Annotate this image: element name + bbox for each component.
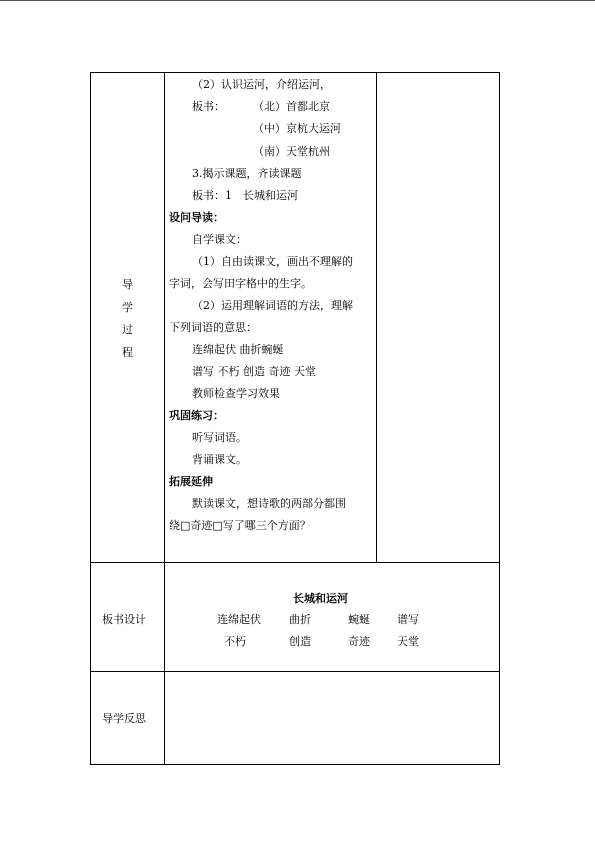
- board-word: 蜿蜒: [348, 613, 370, 626]
- process-line: 板书：1 长城和运河: [192, 189, 298, 202]
- board-word: 连绵起伏: [217, 613, 261, 626]
- table-column-divider: [376, 72, 377, 563]
- section-heading: 巩固练习：: [169, 409, 224, 422]
- process-line: （2）认识运河，介绍运河，: [192, 78, 331, 91]
- reflection-label: 导学反思: [102, 712, 146, 725]
- process-line: 背诵课文。: [192, 453, 247, 466]
- process-line: 下列词语的意思：: [169, 321, 257, 334]
- board-title: 长城和运河: [293, 592, 348, 605]
- board-word: 创造: [289, 635, 311, 648]
- process-line: 默读课文，想诗歌的两部分都围: [192, 497, 346, 510]
- board-word: 谱写: [397, 613, 419, 626]
- process-label-char: 导: [122, 278, 133, 291]
- process-line: 字词，会写田字格中的生字。: [169, 277, 312, 290]
- process-label-char: 程: [122, 346, 133, 359]
- board-word: 不朽: [224, 635, 246, 648]
- process-line: 连绵起伏 曲折蜿蜒: [192, 343, 284, 356]
- process-line: 绕□奇迹□写了哪三个方面？: [169, 519, 311, 532]
- table-border-top: [90, 72, 500, 73]
- process-line: （中）京杭大运河: [253, 122, 341, 135]
- process-line: 听写词语。: [192, 431, 247, 444]
- process-line: 谱写 不朽 创造 奇迹 天堂: [192, 365, 316, 378]
- process-line: 自学课文：: [192, 233, 247, 246]
- process-line: 3.揭示课题，齐读课题: [192, 167, 302, 180]
- table-border-left: [90, 72, 91, 765]
- process-line: （南）天堂杭州: [253, 145, 330, 158]
- table-row-divider: [90, 671, 500, 672]
- process-line: （2）运用理解词语的方法，理解: [192, 299, 353, 312]
- process-line: 教师检查学习效果: [192, 387, 280, 400]
- process-line: （北）首都北京: [253, 100, 330, 113]
- page-top-rule: [0, 0, 595, 1]
- board-word: 曲折: [289, 613, 311, 626]
- table-row-divider: [90, 562, 500, 563]
- section-heading: 拓展延伸: [169, 475, 213, 488]
- process-label-char: 学: [122, 301, 133, 314]
- board-design-label: 板书设计: [102, 613, 146, 626]
- section-heading: 设问导读：: [169, 211, 224, 224]
- table-border-bottom: [90, 764, 500, 765]
- process-line: 板书：: [192, 100, 225, 113]
- board-word: 天堂: [397, 635, 419, 648]
- board-word: 奇迹: [348, 635, 370, 648]
- process-label-char: 过: [122, 323, 133, 336]
- table-border-right: [499, 72, 500, 765]
- process-line: （1）自由读课文，画出不理解的: [192, 255, 353, 268]
- table-column-divider: [164, 72, 165, 765]
